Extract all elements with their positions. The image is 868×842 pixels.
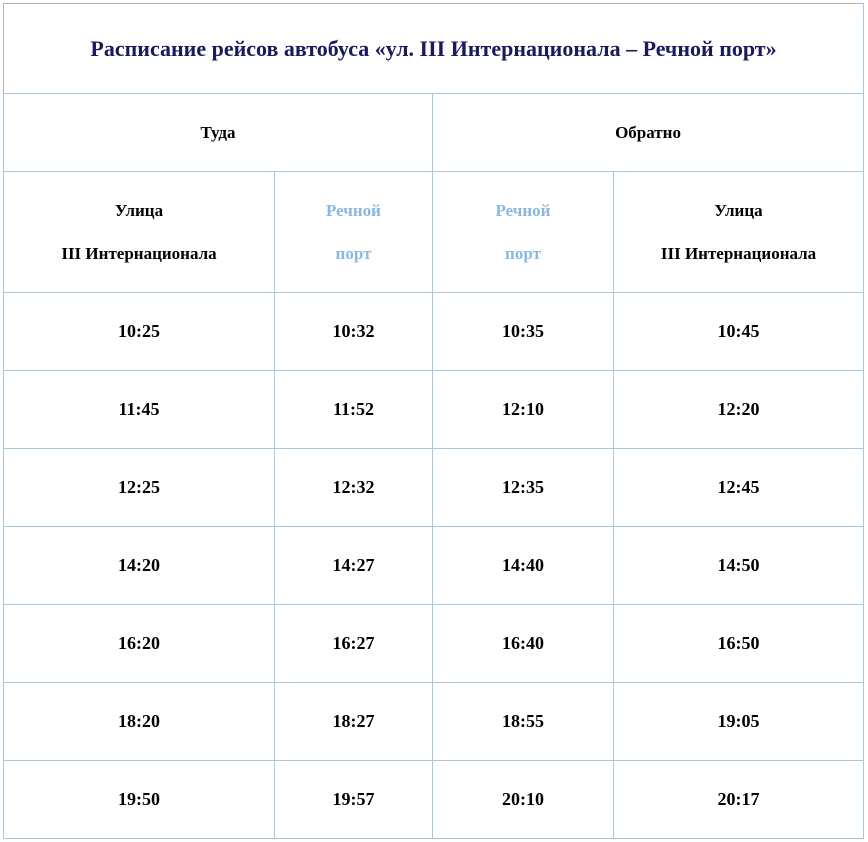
table-row xyxy=(4,527,864,605)
stop-header-line2: III Интернационала xyxy=(61,244,217,263)
time-cell: 14:27 xyxy=(275,527,433,605)
time-cell: 10:25 xyxy=(4,293,275,371)
time-cell: 12:45 xyxy=(614,449,864,527)
stop-header-line1: Улица xyxy=(114,201,164,220)
time-cell: 12:20 xyxy=(614,371,864,449)
direction-back: Обратно xyxy=(433,94,864,172)
time-cell: 14:40 xyxy=(433,527,614,605)
time-cell: 12:10 xyxy=(433,371,614,449)
time-cell: 10:32 xyxy=(275,293,433,371)
stop-header-line2: порт xyxy=(335,244,372,263)
title-row xyxy=(4,4,864,94)
stop-header-internationala-back xyxy=(614,172,864,293)
time-cell: 11:52 xyxy=(275,371,433,449)
table-row xyxy=(4,449,864,527)
stop-header-line1: Речной xyxy=(326,201,381,220)
time-cell: 16:50 xyxy=(614,605,864,683)
time-cell: 19:05 xyxy=(614,683,864,761)
table-row xyxy=(4,293,864,371)
time-cell: 10:35 xyxy=(433,293,614,371)
table-row xyxy=(4,605,864,683)
stops-header-row xyxy=(4,172,864,293)
stop-header-line2: порт xyxy=(505,244,541,263)
direction-row xyxy=(4,94,864,172)
time-cell: 14:20 xyxy=(4,527,275,605)
time-cell: 12:32 xyxy=(275,449,433,527)
time-cell: 12:35 xyxy=(433,449,614,527)
time-cell: 14:50 xyxy=(614,527,864,605)
table-row xyxy=(4,761,864,839)
time-cell: 16:27 xyxy=(275,605,433,683)
table-row xyxy=(4,371,864,449)
time-cell: 12:25 xyxy=(4,449,275,527)
time-cell: 18:20 xyxy=(4,683,275,761)
time-cell: 11:45 xyxy=(4,371,275,449)
time-cell: 10:45 xyxy=(614,293,864,371)
stop-header-port-back xyxy=(433,172,614,293)
stop-header-port-forward xyxy=(275,172,433,293)
direction-forward: Туда xyxy=(4,94,433,172)
time-cell: 18:27 xyxy=(275,683,433,761)
time-cell: 19:50 xyxy=(4,761,275,839)
time-cell: 18:55 xyxy=(433,683,614,761)
time-cell: 20:17 xyxy=(614,761,864,839)
time-cell: 16:20 xyxy=(4,605,275,683)
stop-header-internationala-forward xyxy=(4,172,275,293)
stop-header-line1: Речной xyxy=(495,201,551,220)
time-cell: 20:10 xyxy=(433,761,614,839)
table-row xyxy=(4,683,864,761)
schedule-table xyxy=(3,3,864,839)
schedule-title: Расписание рейсов автобуса «ул. III Интернационала – Речной порт» xyxy=(4,4,864,94)
stop-header-line2: III Интернационала xyxy=(660,244,817,263)
stop-header-line1: Улица xyxy=(714,201,763,220)
time-cell: 19:57 xyxy=(275,761,433,839)
time-cell: 16:40 xyxy=(433,605,614,683)
